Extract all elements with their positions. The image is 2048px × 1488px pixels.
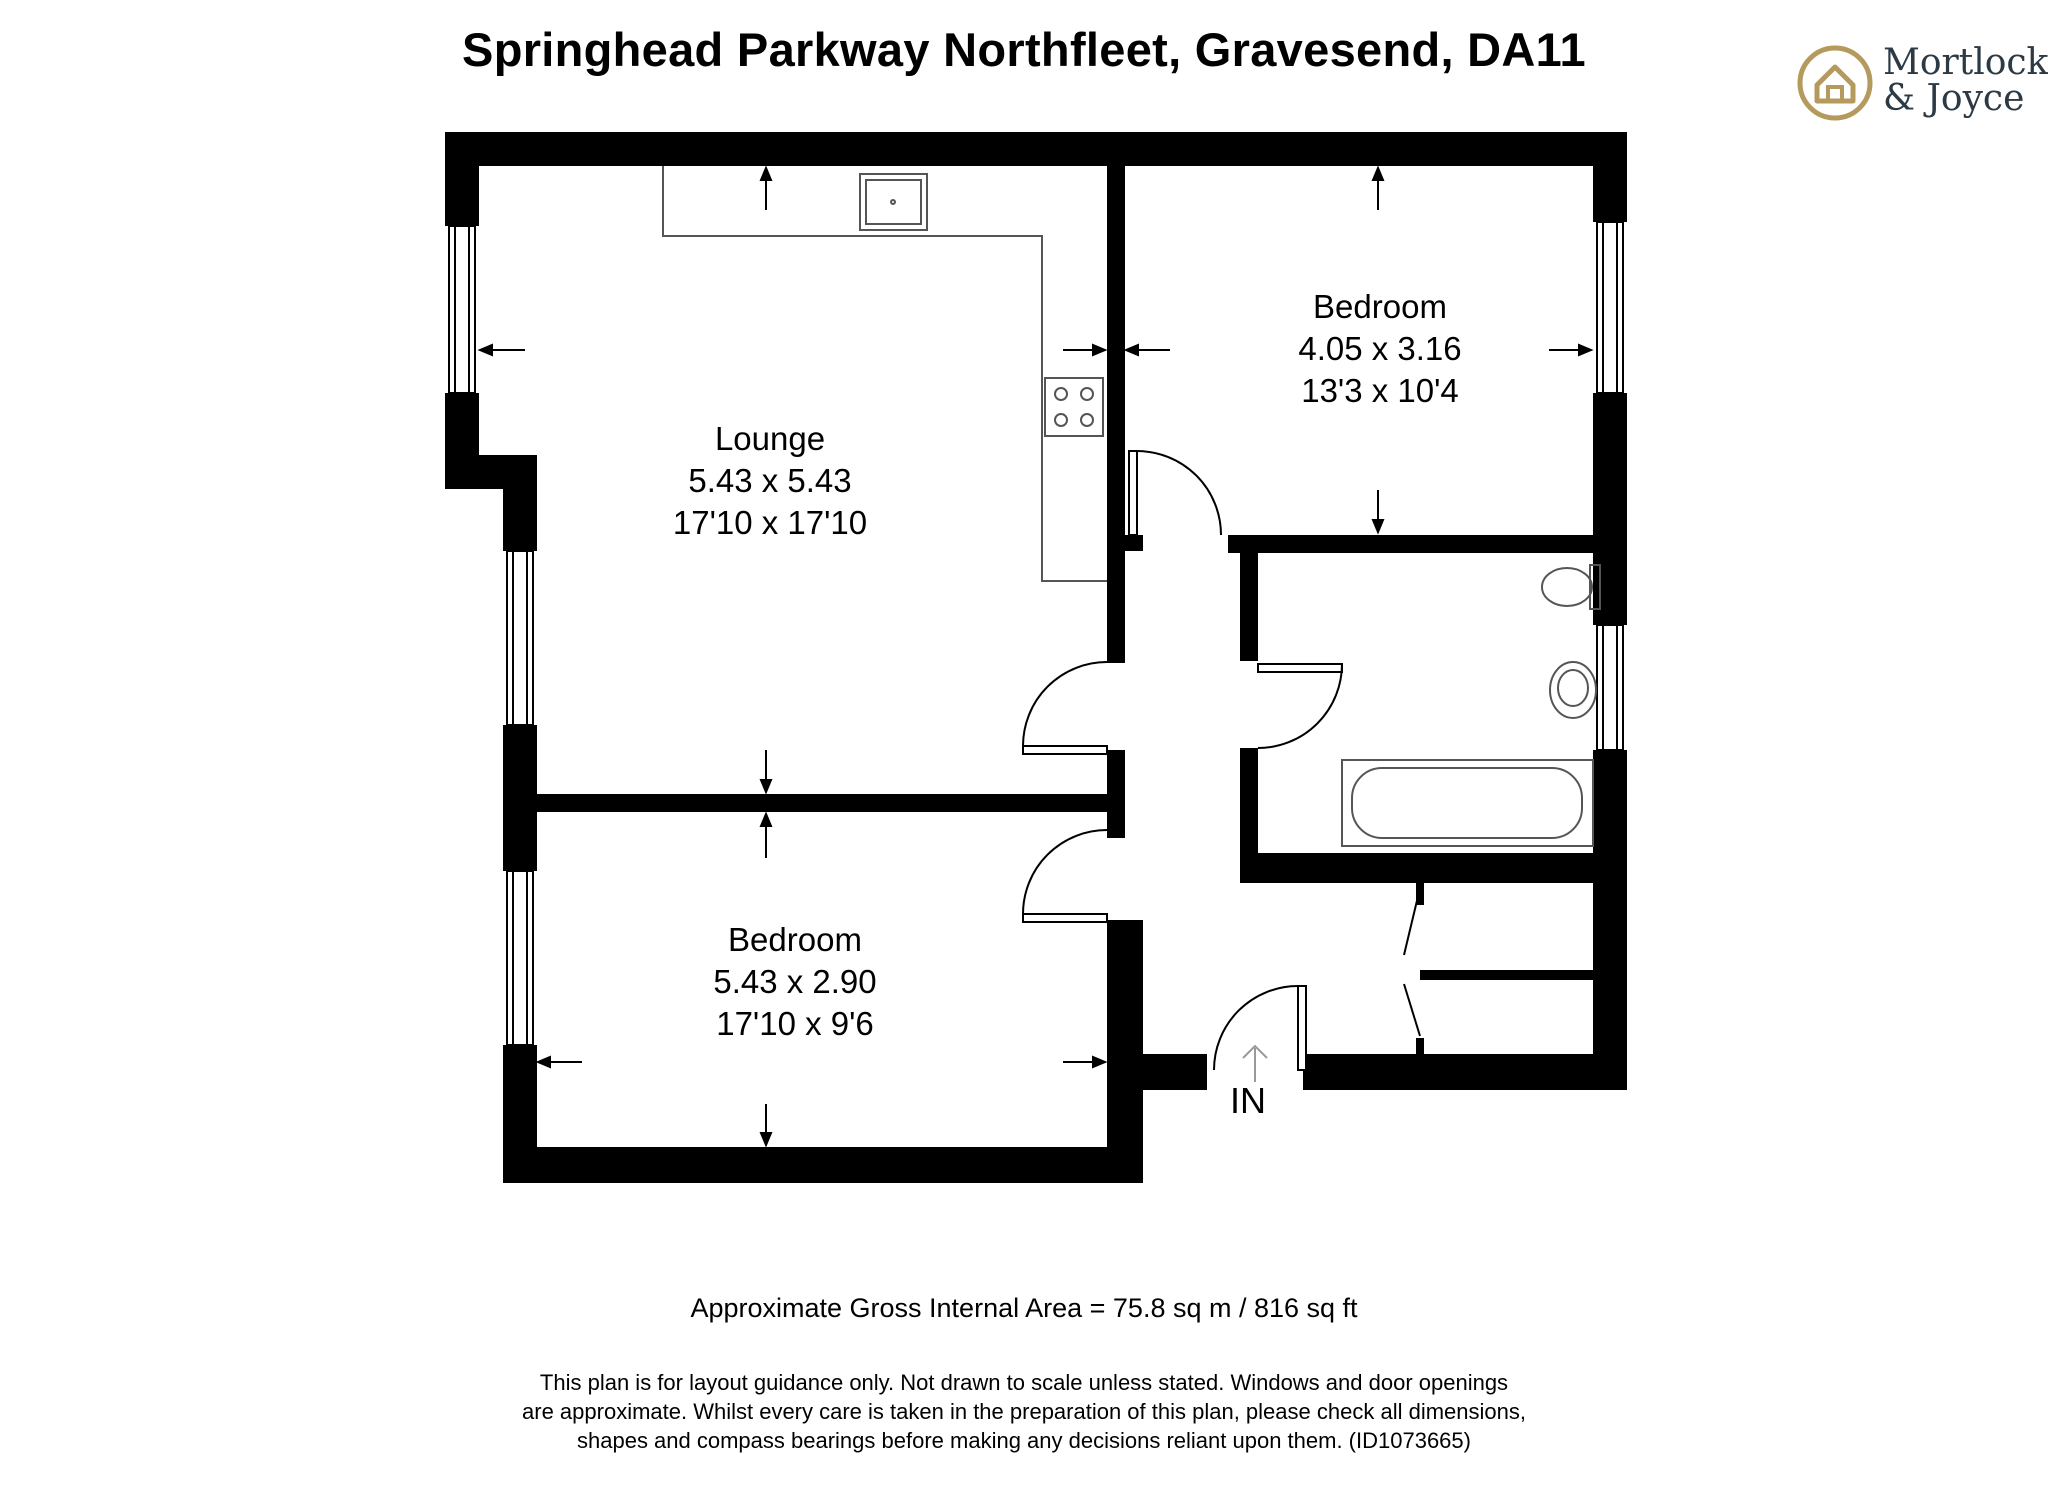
- window-bedroom-lower: [507, 871, 533, 1045]
- room-metric: 4.05 x 3.16: [1298, 330, 1462, 367]
- disclaimer-line1: This plan is for layout guidance only. Not drawn to scale unless stated. Windows and door openings: [539, 1370, 1509, 1395]
- window-lounge-lower: [507, 551, 533, 725]
- room-name: Bedroom: [728, 921, 862, 958]
- plan-title: Springhead Parkway Northfleet, Gravesend, DA11: [462, 23, 1586, 76]
- disclaimer: [0, 1368, 2048, 1455]
- gross-internal-area: Approximate Gross Internal Area = 75.8 sq m / 816 sq ft: [690, 1293, 1358, 1323]
- room-label-bedroom-lower: [645, 919, 945, 1045]
- brand-name-line2: & Joyce: [1883, 78, 2025, 119]
- entrance-arrow: [1243, 1046, 1267, 1082]
- room-metric: 5.43 x 5.43: [688, 462, 852, 499]
- room-name: Lounge: [714, 420, 826, 457]
- window-lounge-upper: [449, 226, 475, 393]
- room-imperial: 17'10 x 9'6: [716, 1005, 874, 1042]
- bath: [1342, 760, 1593, 846]
- window-bedroom-upper: [1597, 222, 1623, 393]
- wall-bottom: [503, 1147, 1143, 1183]
- room-metric: 5.43 x 2.90: [713, 963, 877, 1000]
- entrance-label: IN: [1230, 1080, 1266, 1121]
- room-name: Bedroom: [1313, 288, 1447, 325]
- room-label-lounge: [620, 418, 920, 544]
- disclaimer-line2: are approximate. Whilst every care is taken in the preparation of this plan, please check all dimensions,: [522, 1399, 1526, 1424]
- kitchen-sink: [860, 174, 927, 230]
- bathroom-fixtures: [1342, 565, 1600, 846]
- hob: [1045, 378, 1103, 436]
- brand-name-line1: Mortlock: [1883, 42, 2048, 83]
- toilet: [1542, 568, 1592, 606]
- room-imperial: 13'3 x 10'4: [1301, 372, 1459, 409]
- room-imperial: 17'10 x 17'10: [672, 504, 868, 541]
- wall-top: [445, 132, 1627, 166]
- room-label-bedroom-upper: [1230, 286, 1530, 412]
- disclaimer-line3: shapes and compass bearings before making any decisions reliant upon them. (ID1073665): [577, 1428, 1471, 1453]
- window-bathroom: [1597, 625, 1623, 750]
